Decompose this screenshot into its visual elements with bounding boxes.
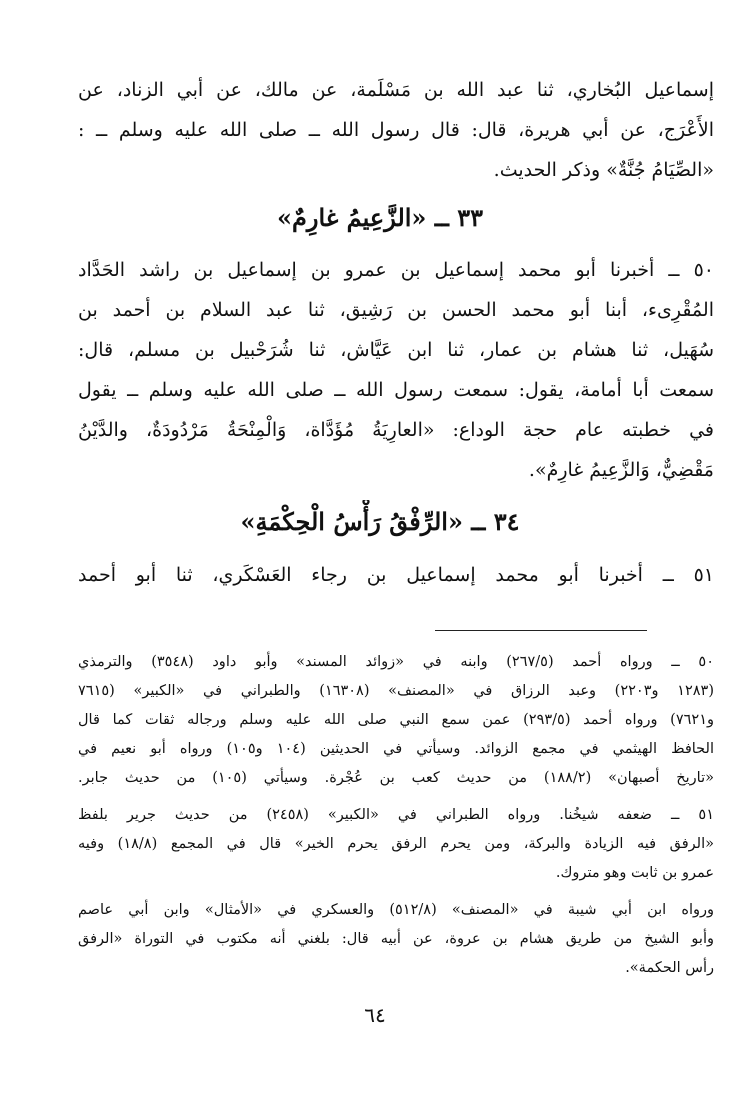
main-text-line: «الصِّيَامُ جُنَّةٌ» وذكر الحديث. — [493, 159, 714, 181]
hadith-50-line: في خطبته عام حجة الوداع: «العارِيَةُ مُؤَدَّاة، وَالْمِنْحَةُ مَرْدُودَةٌ، والدَّيْنُ — [78, 419, 714, 441]
section-heading-33: ٣٣ ــ «الزَّعِيمُ غارِمٌ» — [277, 203, 483, 232]
footnote-51b-line: رأس الحكمة». — [625, 960, 714, 976]
main-text-line: الأَعْرَج، عن أبي هريرة، قال: قال رسول الله ــ صلى الله عليه وسلم ــ : — [78, 119, 714, 141]
footnote-50-line: و٧٦٢١) ورواه أحمد (٢٩٣/٥) عمن سمع النبي صلى الله عليه وسلم ورجاله ثقات كما قال — [78, 712, 714, 728]
hadith-50-line: سمعت أبا أمامة، يقول: سمعت رسول الله ــ صلى الله عليه وسلم ــ يقول — [78, 379, 714, 401]
hadith-50-line: مَقْضِيٌّ، وَالزَّعِيمُ غارِمٌ». — [528, 459, 714, 481]
footnote-50-line: ٥٠ ــ ورواه أحمد (٢٦٧/٥) وابنه في «زوائد المسند» وأبو داود (٣٥٤٨) والترمذي — [78, 654, 714, 670]
footnote-51-line: «الرفق فيه الزيادة والبركة، ومن يحرم الرفق يحرم الخير» قال في المجمع (١٨/٨) وفيه — [78, 836, 714, 852]
hadith-51-line: ٥١ ــ أخبرنا أبو محمد إسماعيل بن رجاء العَسْكَري، ثنا أبو أحمد — [78, 564, 714, 586]
hadith-50-line: ٥٠ ــ أخبرنا أبو محمد إسماعيل بن عمرو بن إسماعيل بن راشد الحَدَّاد — [78, 259, 714, 281]
footnote-51b-line: وأبو الشيخ من طريق هشام بن عروة، عن أبيه قال: بلغني أنه مكتوب في التوراة «الرفق — [78, 931, 714, 947]
section-heading-34: ٣٤ ــ «الرِّفْقُ رَأْسُ الْحِكْمَةِ» — [240, 507, 520, 536]
footnote-50-line: الحافظ الهيثمي في مجمع الزوائد. وسيأتي في الحديثين (١٠٤ و١٠٥) ورواه أبو نعيم في — [78, 741, 714, 757]
hadith-50-line: سُهَيل، ثنا هشام بن عمار، ثنا ابن عَيَّاش، ثنا شُرَحْبيل بن مسلم، قال: — [78, 339, 714, 361]
main-text-line: إسماعيل البُخاري، ثنا عبد الله بن مَسْلَمة، عن مالك، عن أبي الزناد، عن — [78, 79, 714, 101]
footnote-50-line: (١٢٨٣ و٢٢٠٣) وعبد الرزاق في «المصنف» (١٦٣٠٨) والطبراني في «الكبير» (٧٦١٥ — [78, 683, 714, 699]
footnote-divider — [435, 630, 647, 631]
page-number: ٦٤ — [364, 1003, 386, 1027]
footnote-50-line: «تاريخ أصبهان» (١٨٨/٢) من حديث كعب بن عُجْرة. وسيأتي (١٠٥) من حديث جابر. — [78, 770, 714, 786]
footnote-51b-line: ورواه ابن أبي شيبة في «المصنف» (٥١٢/٨) والعسكري في «الأمثال» وابن أبي عاصم — [78, 902, 714, 918]
hadith-50-line: المُقْرِىء، أبنا أبو محمد الحسن بن رَشِيق، ثنا عبد السلام بن أحمد بن — [78, 299, 714, 321]
footnote-51-line: ٥١ ــ ضعفه شيخُنا. ورواه الطبراني في «الكبير» (٢٤٥٨) من حديث جرير بلفظ — [78, 807, 714, 823]
footnote-51-line: عمرو بن ثابت وهو متروك. — [555, 865, 714, 881]
